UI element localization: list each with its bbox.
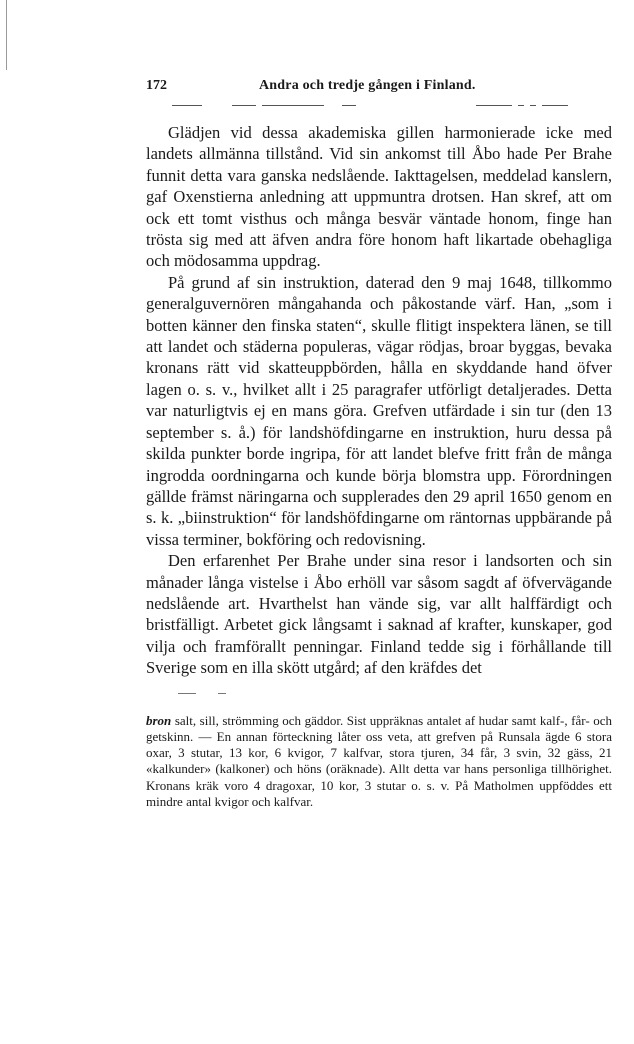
scan-edge-mark — [6, 0, 7, 70]
footnote-lead-word: bron — [146, 712, 172, 728]
footnote-text: salt, sill, strömming och gäddor. Sist uppräknas antalet af hudar samt kalf-, får- och getskinn. — En annan förteckning låter oss veta, att grefven på Runsala ägde 6 stora oxar, 3 stutar, 13 kor, 6 kvigor, 7 kalfvar, stora tjuren, 34 får, 3 svin, 32 gäss, 21 «kalkunder» (kalkoner) och höns (oräknade). Allt detta var hans personliga tillhörighet. Kronans kräk voro 4 dragoxar, 10 kor, 3 stutar o. s. v. På Matholmen uppföddes ett mindre antal kvigor och kalfvar. — [146, 712, 612, 810]
page-header — [146, 78, 612, 98]
book-page — [146, 78, 612, 810]
paragraph: På grund af sin instruktion, daterad den 9 maj 1648, tillkommo generalguvernören mångahanda och påkostande värf. Han, „som i botten känner den finska staten“, skulle flitigt inspektera länen, se till att landet och städerna populeras, vägar rödjas, broar byggas, bevaka kronans rätt vid skatteuppbörden, hålla en skyddande hand öfver lagen o. s. v., hvilket allt i 25 paragrafer utförligt detaljerades. Detta var naturligtvis ej en mans göra. Grefven utfärdade i sin tur (den 13 september s. å.) för landshöfdingarne en instruktion, huru dessa på skilda punkter borde ingripa, för att landet blefve fritt från de många ingrodda oordningarna och kunde börja blomstra upp. Förordningen gällde främst näringarna och supplerades den 29 april 1650 genom en s. k. „biinstruktion“ för landshöfdingarne om räntornas uppbärande på vissa terminer, bokföring och redovisning. — [146, 272, 612, 549]
footnote-paragraph — [146, 713, 612, 811]
body-text — [146, 122, 612, 679]
paragraph: Glädjen vid dessa akademiska gillen harmonierade icke med landets allmänna tillstånd. Vid sin ankomst till Åbo hade Per Brahe funnit detta vara ganska nedslående. Iakttagelsen, meddelad kanslern, gaf Oxenstierna anledning att uppmuntra drotsen. Han skref, att om ock ett tomt visthus och många besvär väntade honom, finge han trösta sig med att äfven andra före honom haft likartade obehagliga och mödosamma uppdrag. — [146, 123, 612, 271]
paragraph: Den erfarenhet Per Brahe under sina resor i landsorten och sin månader långa vistelse i Åbo erhöll var såsom sagdt af öfvervägande nedslående art. Hvarthelst han vände sig, var allt halffärdigt och bristfälligt. Arbetet gick långsamt i saknad af krafter, kunskaper, god vilja och framförallt penningar. Finland tedde sig i förhållande till Sverige som en illa skött utgård; af den kräfdes det — [146, 551, 612, 678]
running-title: Andra och tredje gången i Finland. — [259, 78, 476, 93]
header-rule — [146, 102, 612, 110]
footnote — [146, 713, 612, 811]
footnote-rule — [146, 689, 612, 699]
page-number: 172 — [146, 78, 167, 93]
